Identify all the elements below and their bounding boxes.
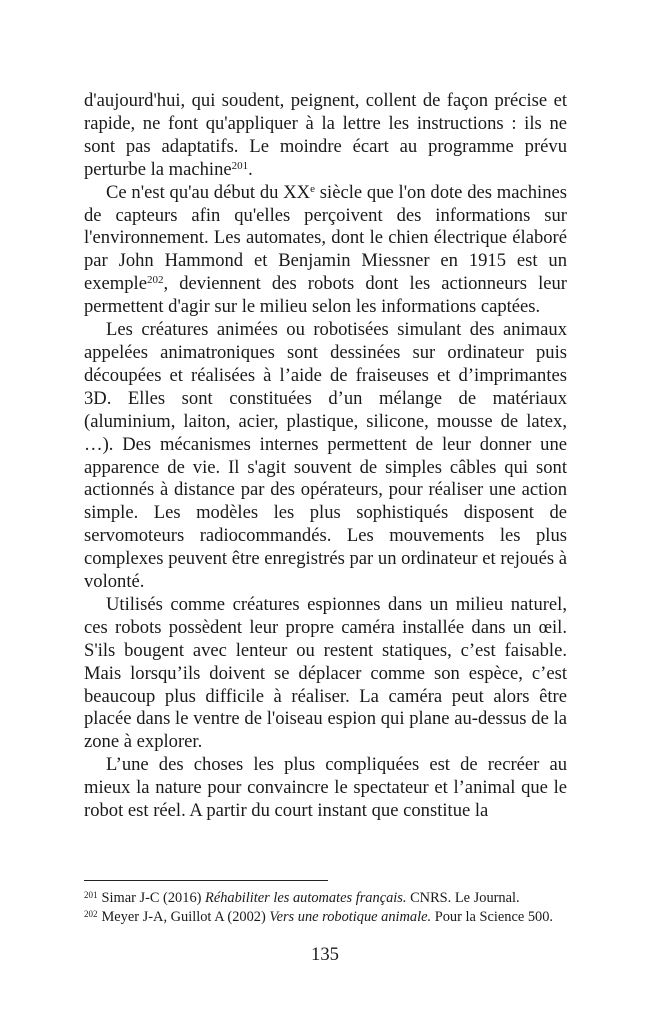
paragraph-2-text-start: Ce n'est qu'au début du XX	[106, 181, 311, 203]
body-text	[84, 90, 567, 823]
paragraph-1	[84, 90, 567, 182]
footnote-title: Réhabiliter les automates français.	[205, 890, 407, 906]
footnote-201	[84, 889, 567, 908]
footnote-number: 201	[84, 889, 98, 900]
footnote-number: 202	[84, 908, 98, 919]
footnote-ref-202[interactable]: 202	[146, 274, 164, 287]
footnote-title: Vers une robotique animale.	[269, 909, 432, 925]
footnote-ref-201[interactable]: 201	[231, 159, 249, 172]
footnote-author: Simar J-C (2016)	[101, 890, 206, 906]
footnote-source: Pour la Science 500.	[431, 909, 554, 925]
century-superscript: e	[310, 182, 316, 195]
paragraph-2-text-middle: siècle que l'on dote des machines de capteurs afin qu'elles perçoivent des informations sur l'environnement. Les automates, dont le chien électrique élaboré par John Hammond et Benjamin Miessner en 1915 est un exemple	[84, 181, 567, 295]
paragraph-1-text: d'aujourd'hui, qui soudent, peignent, collent de façon précise et rapide, ne font qu'appliquer à la lettre les instructions : ils ne sont pas adaptatifs. Le moindre écart au programme prévu perturbe la machine	[84, 90, 567, 180]
footnote-author: Meyer J-A, Guillot A (2002)	[101, 909, 270, 925]
paragraph-4: Utilisés comme créatures espionnes dans un milieu naturel, ces robots possèdent leur propre caméra installée dans un œil. S'ils bougent avec lenteur ou restent statiques, c’est faisable. Mais lorsqu’ils doivent se déplacer comme son espèce, c’est beaucoup plus difficile à réaliser. La caméra peut alors être placée dans le ventre de l'oiseau espion qui plane au-dessus de la zone à explorer.	[84, 593, 567, 753]
page-number: 135	[311, 944, 339, 965]
paragraph-5: L’une des choses les plus compliquées est de recréer au mieux la nature pour convaincre le spectateur et l’animal que le robot est réel. A partir du court instant que constitue la	[84, 754, 567, 822]
footnote-202	[84, 908, 567, 927]
paragraph-3: Les créatures animées ou robotisées simulant des animaux appelées animatroniques sont dessinées sur ordinateur puis découpées et réalisées à l’aide de fraiseuses et d’imprimantes 3D. Elles sont constituées d’un mélange de matériaux (aluminium, laiton, acier, plastique, silicone, mousse de latex, …). Des mécanismes internes permettent de leur donner une apparence de vie. Il s'agit souvent de simples câbles qui sont actionnés à distance par des opérateurs, pour réaliser une action simple. Les modèles les plus sophistiqués disposent de servomoteurs radiocommandés. Les mouvements les plus complexes peuvent être enregistrés par un ordinateur et rejoués à volonté.	[84, 319, 567, 593]
footnotes	[84, 889, 567, 927]
footnote-source: CNRS. Le Journal.	[406, 890, 520, 906]
paragraph-2-text-end: , deviennent des robots dont les actionneurs leur permettent d'agir sur le milieu selon les informations captées.	[84, 273, 567, 318]
paragraph-1-end: .	[248, 158, 253, 180]
paragraph-2	[84, 182, 567, 319]
footnote-separator	[84, 880, 328, 881]
